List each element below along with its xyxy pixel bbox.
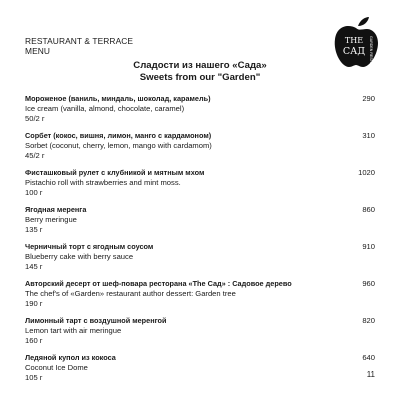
menu-item-name-en: Pistachio roll with strawberries and mint moss. [25, 178, 181, 187]
header-line-restaurant: RESTAURANT & TERRACE [25, 36, 134, 46]
restaurant-header [25, 36, 133, 56]
menu-item-name-ru: Сорбет (кокос, вишня, лимон, манго с кардамоном) [25, 131, 212, 140]
menu-item-price: 640 [362, 353, 375, 362]
menu-item-price: 820 [362, 316, 375, 325]
menu-item [25, 94, 375, 124]
menu-item-name-en: Sorbet (coconut, cherry, lemon, mango with cardamom) [25, 141, 212, 150]
menu-item-weight: 45/2 г [25, 151, 45, 160]
menu-item-price: 1020 [358, 168, 375, 177]
menu-item [25, 131, 375, 161]
section-title-en: Sweets from our "Garden" [139, 71, 261, 83]
menu-item-weight: 135 г [25, 225, 43, 234]
menu-item [25, 168, 375, 198]
menu-item-price: 290 [362, 94, 375, 103]
menu-item-name-ru: Ягодная меренга [25, 205, 87, 214]
logo-side-text: GARDEN RESTAURANT [369, 36, 373, 70]
menu-item-name-en: Blueberry cake with berry sauce [25, 252, 134, 261]
page-number: 11 [366, 370, 375, 379]
section-title-ru: Сладости из нашего «Сада» [133, 60, 267, 71]
menu-item-price: 960 [362, 279, 375, 288]
menu-item [25, 316, 375, 346]
menu-item-weight: 105 г [25, 373, 43, 382]
menu-item [25, 353, 375, 383]
menu-item-weight: 160 г [25, 336, 43, 345]
menu-item [25, 279, 375, 309]
menu-items-list [25, 94, 375, 390]
menu-item-weight: 145 г [25, 262, 43, 271]
menu-item-weight: 100 г [25, 188, 43, 197]
menu-item-weight: 50/2 г [25, 114, 45, 123]
menu-item-name-en: Coconut Ice Dome [25, 363, 88, 372]
menu-item-price: 310 [362, 131, 375, 140]
menu-item-name-ru: Мороженое (ваниль, миндаль, шоколад, карамель) [25, 94, 211, 103]
menu-item-name-ru: Фисташковый рулет с клубникой и мятным мхом [25, 168, 205, 177]
menu-item-name-en: Ice cream (vanilla, almond, chocolate, caramel) [25, 104, 185, 113]
menu-item-price: 860 [362, 205, 375, 214]
header-line-menu: MENU [25, 46, 51, 56]
menu-item-weight: 190 г [25, 299, 43, 308]
section-title [0, 60, 400, 83]
menu-item-name-ru: Авторский десерт от шеф-повара ресторана «The Сад» : Садовое дерево [25, 279, 292, 288]
menu-item-name-en: Lemon tart with air meringue [25, 326, 122, 335]
menu-item [25, 205, 375, 235]
menu-item-name-ru: Черничный торт с ягодным соусом [25, 242, 154, 251]
menu-item-price: 910 [362, 242, 375, 251]
menu-item-name-ru: Лимонный тарт с воздушной меренгой [25, 316, 167, 325]
menu-item [25, 242, 375, 272]
menu-item-name-en: The chef's of «Garden» restaurant author dessert: Garden tree [25, 289, 236, 298]
menu-item-name-en: Berry meringue [25, 215, 77, 224]
logo-text-sad: САД [342, 46, 366, 57]
menu-item-name-ru: Ледяной купол из кокоса [25, 353, 116, 362]
logo-text-the: THE [344, 36, 364, 45]
